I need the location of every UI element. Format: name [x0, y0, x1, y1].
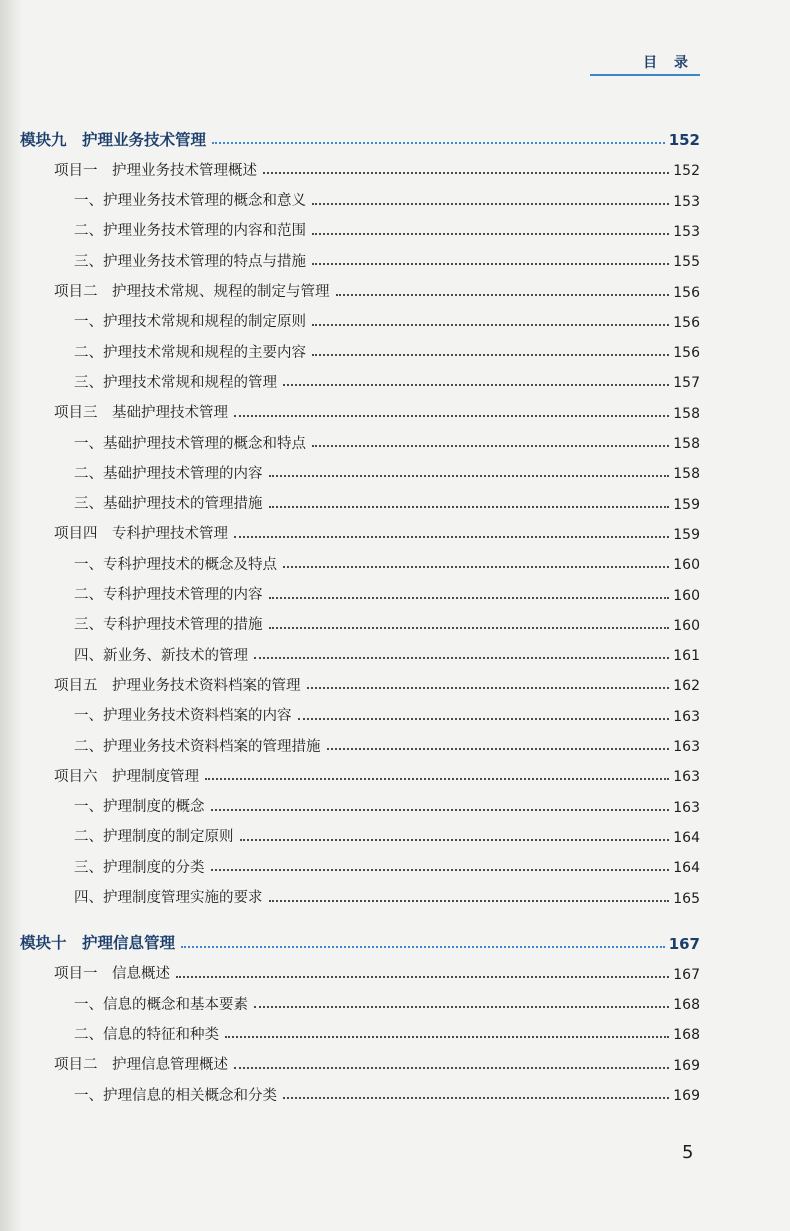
toc-section-entry [0, 789, 700, 815]
toc-entry-label: 二、专科护理技术管理的内容 [74, 587, 263, 603]
toc-entry-page: 159 [673, 526, 700, 543]
toc-leader-dots [269, 506, 670, 508]
toc-project-entry [0, 274, 700, 300]
toc-entry-label: 二、护理业务技术管理的内容和范围 [74, 223, 306, 240]
toc-entry-page: 163 [673, 739, 700, 755]
toc-leader-dots [327, 748, 670, 750]
toc-leader-dots [312, 354, 669, 356]
toc-section-entry [0, 819, 700, 845]
toc-entry-label: 项目一 信息概述 [54, 966, 170, 983]
header-rule [590, 74, 700, 76]
toc-entry-page: 152 [668, 131, 700, 149]
toc-section-entry [0, 425, 700, 451]
toc-entry-page: 160 [673, 617, 700, 634]
toc-entry-label: 一、基础护理技术管理的概念和特点 [74, 435, 306, 452]
toc-section-entry [0, 1016, 700, 1042]
toc-entry-page: 156 [673, 345, 700, 362]
toc-entry-page: 169 [673, 1088, 700, 1104]
toc-entry-label: 一、护理技术常规和规程的制定原则 [74, 314, 306, 331]
toc-entry-label: 项目六 护理制度管理 [54, 768, 199, 785]
toc-section-entry [0, 243, 700, 269]
toc-section-entry [0, 728, 700, 754]
toc-section-entry [0, 486, 700, 512]
toc-entry-label: 项目三 基础护理技术管理 [54, 405, 228, 422]
toc-entry-page: 156 [673, 284, 700, 301]
toc-leader-dots [211, 809, 670, 811]
toc-leader-dots [234, 536, 669, 538]
toc-project-entry [0, 956, 700, 982]
toc-entry-page: 163 [673, 708, 700, 725]
toc-section-entry [0, 637, 700, 663]
toc-entry-label: 项目二 护理信息管理概述 [54, 1057, 228, 1074]
toc-entry-page: 160 [673, 587, 700, 604]
toc-section-entry [0, 698, 700, 724]
toc-leader-dots [181, 946, 665, 948]
toc-project-entry [0, 395, 700, 421]
toc-leader-dots [211, 869, 670, 871]
toc-leader-dots [312, 263, 669, 265]
toc-section-entry [0, 849, 700, 875]
toc-entry-page: 161 [673, 648, 700, 665]
toc-leader-dots [269, 597, 670, 599]
toc-entry-page: 158 [673, 405, 700, 422]
toc-section-entry [0, 304, 700, 330]
toc-leader-dots [283, 384, 669, 386]
toc-entry-page: 159 [673, 496, 700, 513]
toc-entry-label: 三、专科护理技术管理的措施 [74, 617, 263, 634]
toc-leader-dots [269, 475, 670, 477]
toc-entry-label: 项目一 护理业务技术管理概述 [54, 162, 257, 179]
toc-section-entry [0, 607, 700, 633]
toc-entry-label: 项目四 专科护理技术管理 [54, 526, 228, 543]
toc-leader-dots [234, 415, 669, 417]
toc-section-entry [0, 334, 700, 360]
toc-entry-page: 153 [673, 193, 700, 210]
toc-entry-page: 153 [673, 223, 700, 240]
toc-entry-page: 163 [673, 769, 700, 786]
toc-entry-page: 157 [673, 375, 700, 392]
toc-entry-label: 四、新业务、新技术的管理 [74, 647, 248, 664]
toc-section-entry [0, 880, 700, 906]
toc-leader-dots [269, 900, 670, 902]
toc-entry-page: 167 [668, 934, 700, 953]
toc-leader-dots [312, 233, 669, 235]
toc-leader-dots [176, 976, 669, 978]
toc-leader-dots [269, 627, 670, 629]
toc-entry-label: 二、基础护理技术管理的内容 [74, 465, 263, 482]
toc-entry-label: 三、护理制度的分类 [74, 859, 205, 876]
page-header [562, 52, 702, 76]
toc-leader-dots [312, 445, 669, 447]
toc-section-entry [0, 577, 700, 603]
toc-entry-label: 三、护理业务技术管理的特点与措施 [74, 253, 306, 270]
toc-entry-page: 164 [673, 860, 700, 877]
toc-leader-dots [298, 718, 670, 720]
toc-leader-dots [212, 142, 665, 144]
toc-entry-label: 一、信息的概念和基本要素 [74, 996, 248, 1013]
toc-entry-page: 158 [673, 436, 700, 452]
toc-leader-dots [240, 839, 670, 841]
toc-section-entry [0, 546, 700, 572]
toc-section-entry [0, 1077, 700, 1103]
toc-leader-dots [307, 687, 670, 689]
toc-entry-page: 156 [673, 314, 700, 331]
toc-leader-dots [283, 1097, 669, 1099]
page-number: 5 [682, 1142, 694, 1163]
toc-project-entry [0, 1047, 700, 1073]
toc-entry-label: 二、护理业务技术资料档案的管理措施 [74, 738, 321, 755]
toc-entry-page: 168 [673, 1027, 700, 1044]
toc-entry-page: 162 [673, 678, 700, 695]
toc-leader-dots [283, 566, 669, 568]
toc-leader-dots [205, 778, 669, 780]
toc-project-entry [0, 152, 700, 178]
toc-entry-page: 152 [673, 163, 700, 180]
toc-project-entry [0, 667, 700, 693]
toc-entry-label: 一、护理制度的概念 [74, 799, 205, 816]
toc-entry-label: 三、基础护理技术的管理措施 [74, 496, 263, 513]
toc-leader-dots [254, 1006, 669, 1008]
toc-entry-page: 155 [673, 254, 700, 271]
toc-entry-label: 一、护理业务技术管理的概念和意义 [74, 193, 306, 210]
toc-module-entry [0, 926, 700, 952]
toc-entry-label: 三、护理技术常规和规程的管理 [74, 374, 277, 391]
toc-entry-label: 模块九 护理业务技术管理 [20, 130, 207, 149]
toc-leader-dots [263, 172, 669, 174]
toc-entry-label: 模块十 护理信息管理 [20, 934, 176, 952]
toc-entry-label: 二、护理技术常规和规程的主要内容 [74, 344, 306, 361]
toc-entry-page: 169 [673, 1057, 700, 1074]
toc-leader-dots [312, 203, 669, 205]
toc-entry-label: 二、护理制度的制定原则 [74, 829, 234, 846]
toc-entry-page: 167 [673, 966, 700, 983]
toc-entry-page: 165 [673, 890, 700, 907]
toc-section-entry [0, 183, 700, 209]
toc-section-entry [0, 213, 700, 239]
toc-project-entry [0, 758, 700, 784]
toc-section-entry [0, 986, 700, 1012]
toc-entry-label: 项目五 护理业务技术资料档案的管理 [54, 677, 301, 694]
toc-section-entry [0, 455, 700, 481]
toc-leader-dots [254, 657, 669, 659]
toc-project-entry [0, 516, 700, 542]
toc-entry-label: 一、护理业务技术资料档案的内容 [74, 708, 292, 725]
toc-module-entry [0, 122, 700, 148]
toc-section-entry [0, 364, 700, 390]
toc-entry-label: 一、护理信息的相关概念和分类 [74, 1087, 277, 1104]
toc-entry-label: 一、专科护理技术的概念及特点 [74, 556, 277, 573]
toc-entry-page: 164 [673, 829, 700, 846]
toc-leader-dots [336, 294, 670, 296]
toc-leader-dots [225, 1036, 669, 1038]
toc-entry-label: 项目二 护理技术常规、规程的制定与管理 [54, 284, 330, 300]
toc-entry-label: 四、护理制度管理实施的要求 [74, 890, 263, 906]
header-title: 目 录 [643, 55, 694, 71]
toc-entry-page: 168 [673, 997, 700, 1014]
toc-entry-page: 160 [673, 557, 700, 574]
toc-leader-dots [234, 1067, 669, 1069]
toc-entry-page: 158 [673, 466, 700, 483]
toc-entry-page: 163 [673, 799, 700, 816]
toc-entry-label: 二、信息的特征和种类 [74, 1026, 219, 1043]
toc-leader-dots [312, 324, 669, 326]
